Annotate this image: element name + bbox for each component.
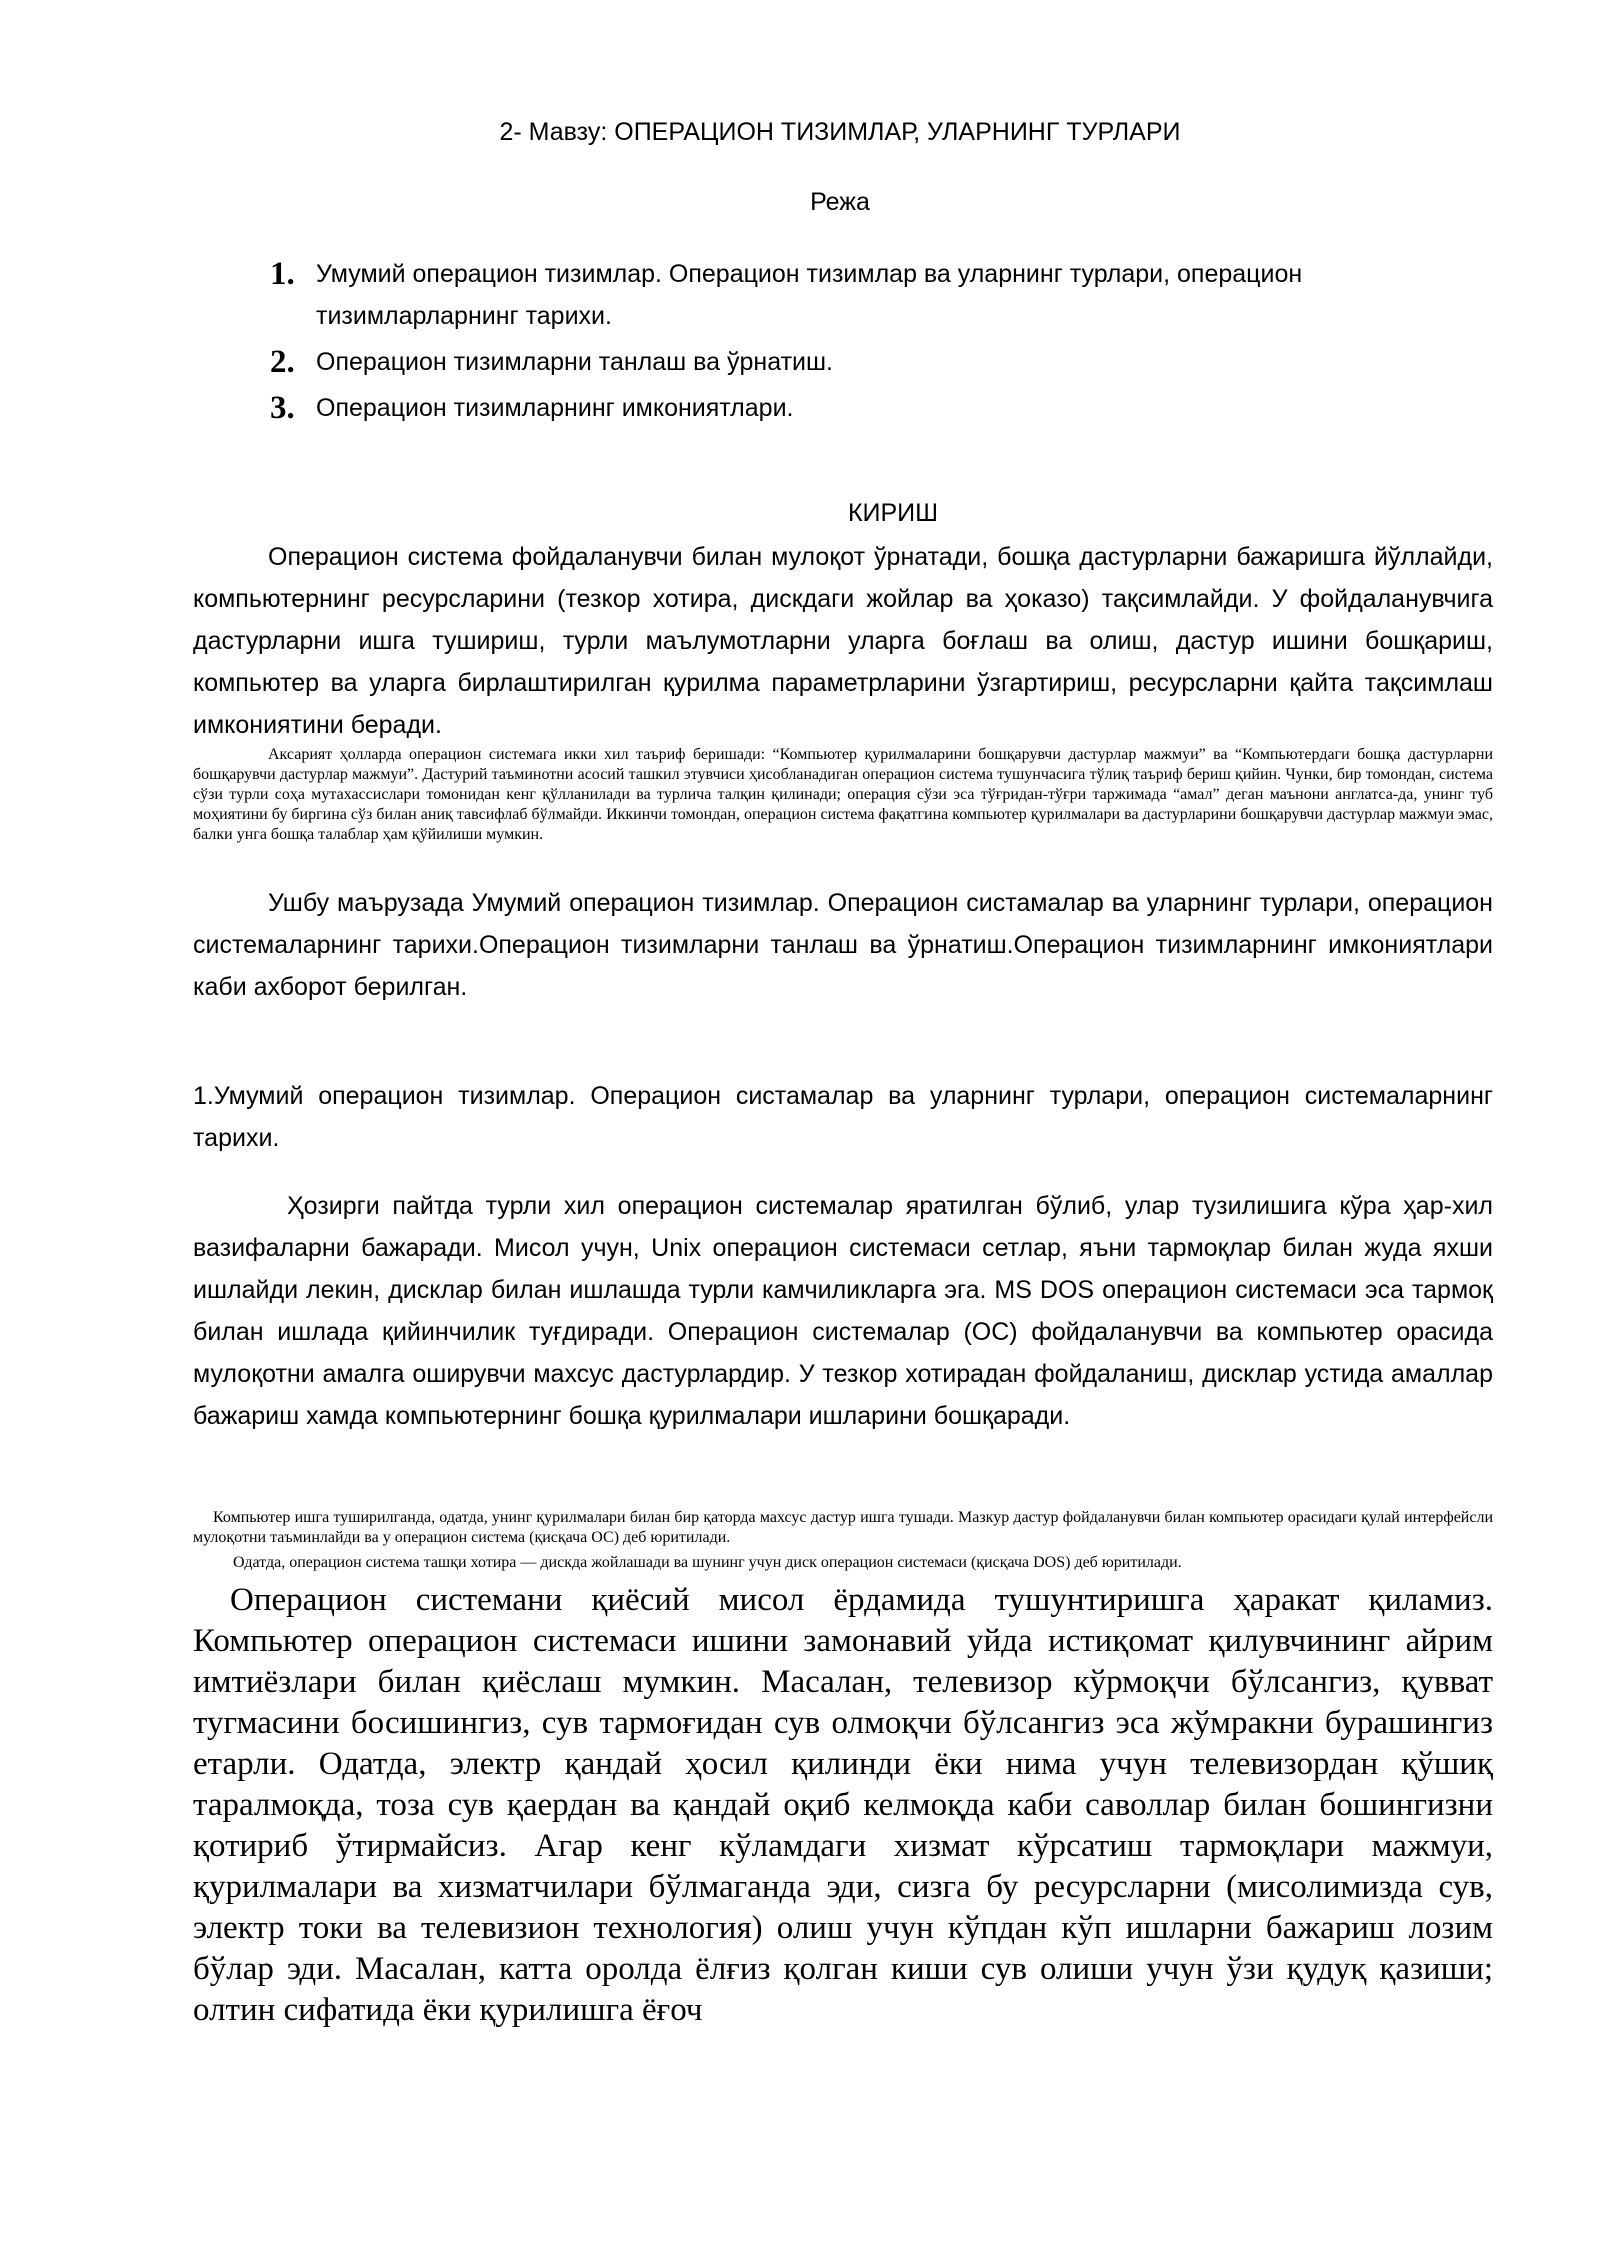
plan-heading: Режа <box>810 188 870 216</box>
list-item <box>270 253 1410 337</box>
section-heading: 1.Умумий операцион тизимлар. Операцион систамалар ва уларнинг турлари, операцион системаларнинг тарихи. <box>193 1082 1493 1152</box>
list-item-number: 1. <box>270 256 295 292</box>
lecture-summary-paragraph: Ушбу маърузада Умумий операцион тизимлар. Операцион систамалар ва уларнинг турлари, операцион системаларнинг тарихи.Операцион тизимларни танлаш ва ўрнатиш.Операцион тизимларнинг имкониятлари каби ахборот берилган. <box>193 889 1493 1001</box>
intro-paragraph: Операцион система фойдаланувчи билан мулоқот ўрнатади, бошқа дастурларни бажаришга йўллайди, компьютернинг ресурсларини (тезкор хотира, дискдаги жойлар ва ҳоказо) тақсимлайди. У фойдаланувчига дастурларни ишга тушириш, турли маълумотларни уларга боғлаш ва олиш, дастур ишини бошқариш, компьютер ва уларга бирлаштирилган қурилма параметрларини ўзгартириш, ресурсларни қайта тақсимлаш имкониятини беради. <box>193 543 1493 739</box>
list-item-text: Умумий операцион тизимлар. Операцион тизимлар ва уларнинг турлари, операцион тизимларларнинг тарихи. <box>316 260 1303 330</box>
plan-list <box>270 253 1410 433</box>
list-item <box>270 341 1410 383</box>
analogy-paragraph: Операцион системани қиёсий мисол ёрдамида тушунтиришга ҳаракат қиламиз. Компьютер операцион системаси ишини замонавий уйда истиқомат қилувчининг айрим имтиёзлари билан қиёслаш мумкин. Масалан, телевизор кўрмоқчи бўлсангиз, қувват тугмасини босишингиз, сув тармоғидан сув олмоқчи бўлсангиз эса жўмракни бурашингиз етарли. Одатда, электр қандай ҳосил қилинди ёки нима учун телевизордан қўшиқ таралмоқда, тоза сув қаердан ва қандай оқиб келмоқда каби саволлар билан бошингизни қотириб ўтирмайсиз. Агар кенг кўламдаги хизмат кўрсатиш тармоқлари мажмуи, қурилмалари ва хизматчилари бўлмаганда эди, сизга бу ресурсларни (мисолимизда сув, электр токи ва телевизион технология) олиш учун кўпдан кўп ишларни бажариш лозим бўлар эди. Масалан, катта оролда ёлғиз қолган киши сув олиши учун ўзи қудуқ қазиши; олтин сифатида ёки қурилишга ёғоч <box>193 1582 1493 2028</box>
list-item-number: 3. <box>270 390 295 426</box>
definition-paragraph: Аксарият ҳолларда операцион системага икки хил таъриф беришади: “Компьютер қурилмаларини бошқарувчи дастурлар мажмуи” ва “Компьютердаги бошқа дастурларни бошқарувчи дастурлар мажмуи”. Дастурий таъминотни асосий ташкил этувчиси ҳисобланадиган операцион система тушунчасига тўлиқ таъриф бериш қийин. Чунки, бир томондан, система сўзи турли соҳа мутахассислари томонидан кенг қўлланилади ва турлича талқин қилинади; операция сўзи эса тўғридан-тўғри таржимада “амал” деган маънони англатса-да, унинг туб моҳиятини бу биргина сўз билан аниқ тавсифлаб бўлмайди. Иккинчи томондан, операцион система фақатгина компьютер қурилмалари ва дастурларини бошқарувчи дастурлар мажмуи эмас, балки унга бошқа талаблар ҳам қўйилиши мумкин. <box>193 746 1493 843</box>
page-title: 2- Мавзу: ОПЕРАЦИОН ТИЗИМЛАР, УЛАРНИНГ ТУРЛАРИ <box>499 118 1181 146</box>
list-item-text: Операцион тизимларни танлаш ва ўрнатиш. <box>316 348 833 376</box>
list-item <box>270 387 1410 429</box>
section-paragraph: Ҳозирги пайтда турли хил операцион системалар яратилган бўлиб, улар тузилишига кўра ҳар-хил вазифаларни бажаради. Мисол учун, Unix операцион системаси сетлар, яъни тармоқлар билан жуда яхши ишлайди лекин, дисклар билан ишлашда турли камчиликларга эга. MS DOS операцион системаси эса тармоқ билан ишлада қийинчилик туғдиради. Операцион системалар (ОС) фойдаланувчи ва компьютер орасида мулоқотни амалга оширувчи махсус дастурлардир. У тезкор хотирадан фойдаланиш, дисклар устида амаллар бажариш хамда компьютернинг бошқа қурилмалари ишларини бошқаради. <box>193 1192 1493 1430</box>
list-item-number: 2. <box>270 344 295 380</box>
note-paragraph: Одатда, операцион система ташқи хотира — дискда жойлашади ва шунинг учун диск операцион системаси (қисқача DOS) деб юритилади. <box>233 1554 1182 1571</box>
list-item-text: Операцион тизимларнинг имкониятлари. <box>316 394 794 422</box>
intro-heading: КИРИШ <box>847 499 939 527</box>
note-paragraph: Компьютер ишга туширилганда, одатда, унинг қурилмалари билан бир қаторда махсус дастур ишга тушади. Мазкур дастур фойдаланувчи билан компьютер орасидаги қулай интерфейсли мулоқотни таъминлайди ва у операцион система (қисқача ОС) деб юритилади. <box>193 1509 1493 1546</box>
